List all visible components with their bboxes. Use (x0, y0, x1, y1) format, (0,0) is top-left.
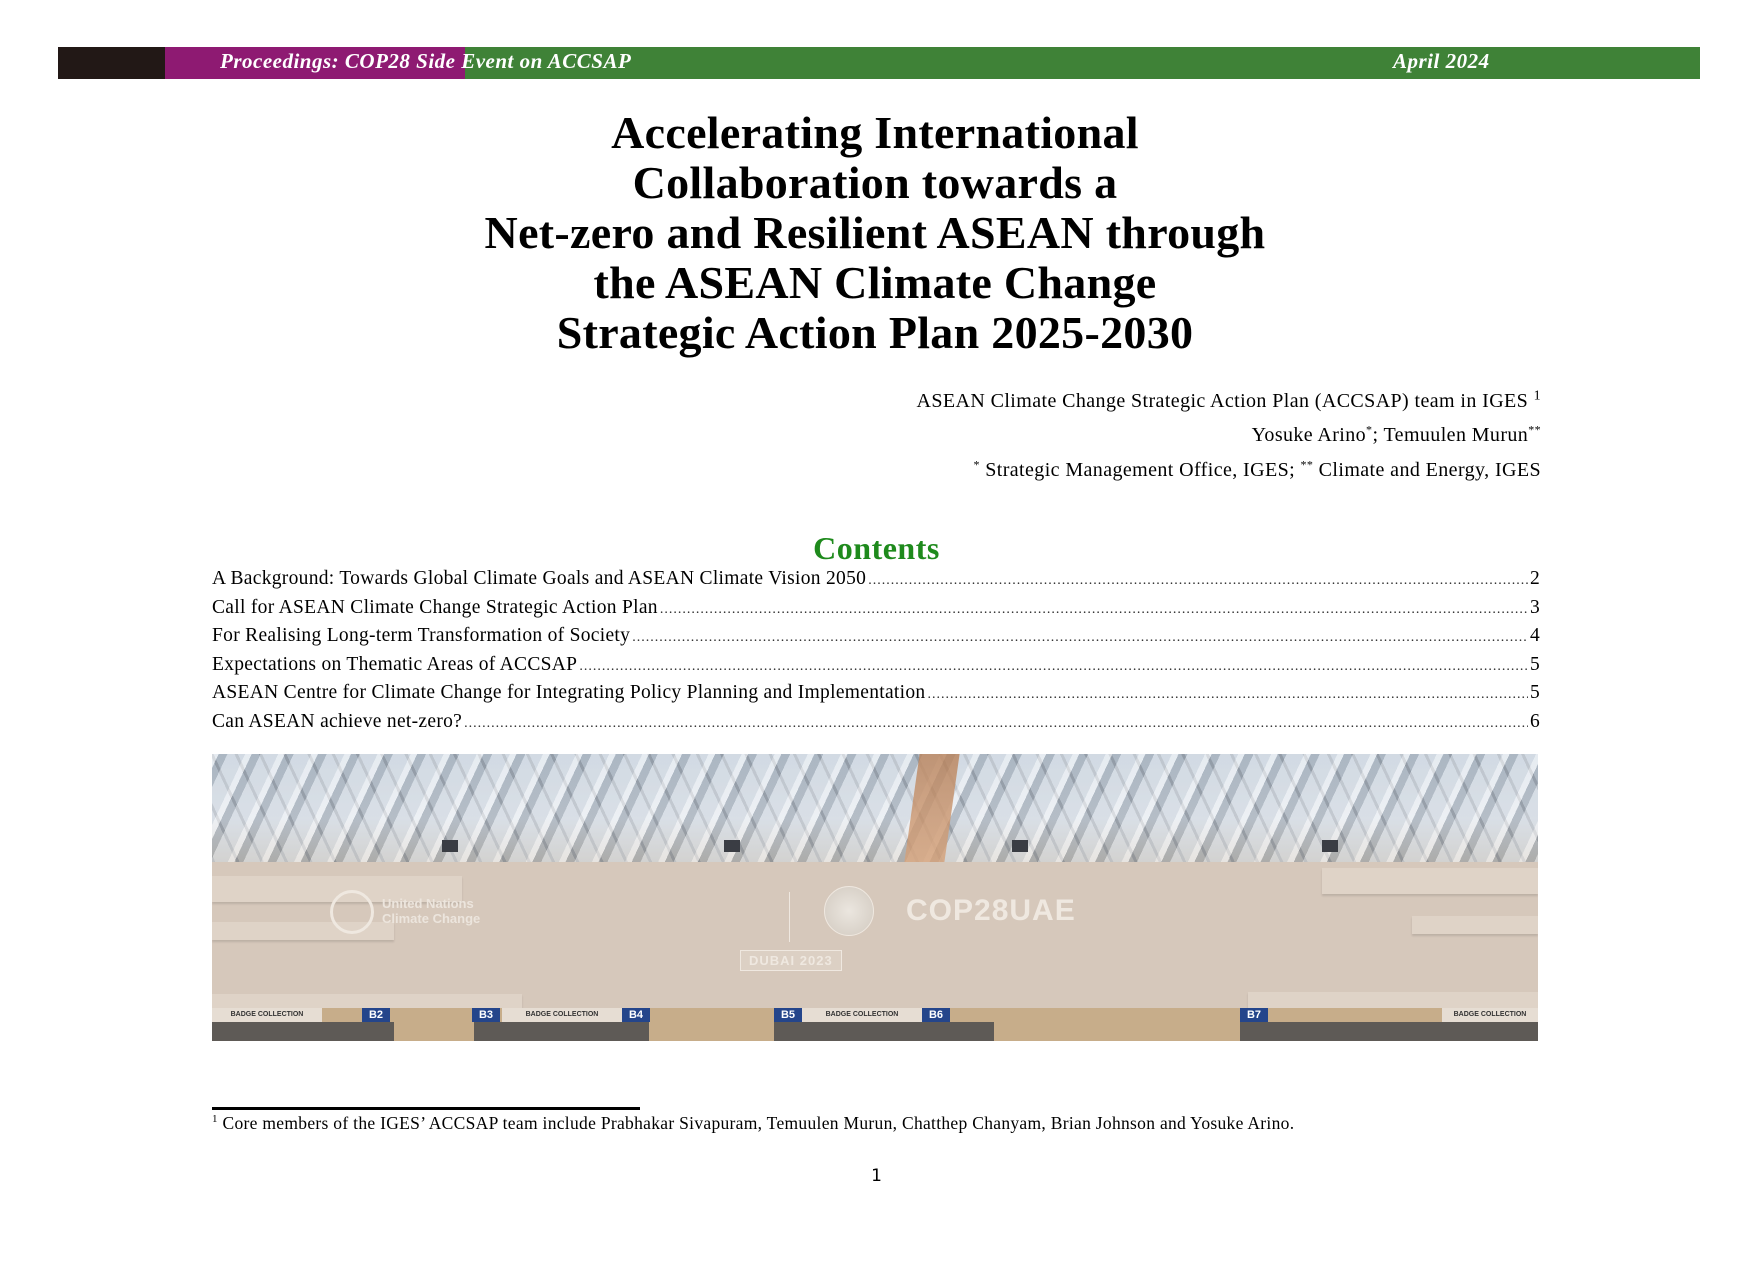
header-green-block (465, 47, 1700, 79)
affiliation-text: Strategic Management Office, IGES; (979, 459, 1301, 481)
counter-sign: BADGE COLLECTION (212, 1008, 322, 1022)
affiliation-text: Climate and Energy, IGES (1313, 459, 1541, 481)
sign-divider (789, 892, 790, 942)
unfccc-logo-icon (330, 890, 374, 934)
footnote-separator (212, 1107, 640, 1110)
wall-panel (1248, 992, 1538, 1008)
toc-entry[interactable] (212, 625, 1540, 654)
counter-window (212, 1022, 394, 1041)
title-line: Net-zero and Resilient ASEAN through (484, 207, 1266, 258)
author-name: Temuulen Murun (1383, 424, 1529, 446)
document-title (200, 108, 1550, 358)
footnote (212, 1114, 1542, 1133)
booth-label: B4 (622, 1008, 650, 1022)
counter-sign: BADGE COLLECTION (802, 1008, 922, 1022)
table-of-contents (212, 568, 1540, 739)
page-number: 1 (871, 1166, 882, 1186)
title-line: the ASEAN Climate Change (593, 257, 1157, 308)
spotlight-icon (1322, 840, 1338, 852)
author-separator: ; (1372, 424, 1384, 446)
author-name: Yosuke Arino (1251, 424, 1367, 446)
cop28-emblem-icon (824, 886, 874, 936)
spotlight-icon (442, 840, 458, 852)
affiliation-mark: * (1366, 422, 1373, 437)
wall-panel (1412, 916, 1538, 934)
cop28-uae-sign: COP28UAE (906, 894, 1076, 927)
affiliation-mark: ** (1300, 457, 1314, 472)
toc-entry-page: 3 (1529, 596, 1540, 618)
counter-window (474, 1022, 649, 1041)
running-header-title: Proceedings: COP28 Side Event on ACCSAP (220, 49, 632, 73)
running-header-date: April 2024 (1393, 49, 1490, 73)
affiliation-mark: * (973, 457, 980, 472)
toc-entry-title: Can ASEAN achieve net-zero? (212, 710, 463, 732)
booth-label: B3 (472, 1008, 500, 1022)
counter-sign: BADGE COLLECTION (1442, 1008, 1538, 1022)
title-line: Strategic Action Plan 2025-2030 (556, 307, 1194, 358)
booth-label: B6 (922, 1008, 950, 1022)
toc-entry-page: 6 (1529, 710, 1540, 732)
dubai-2023-sign: DUBAI 2023 (740, 950, 842, 971)
toc-leader-dots (927, 687, 1527, 703)
team-byline (917, 390, 1541, 413)
footnote-ref[interactable]: 1 (1533, 388, 1541, 404)
toc-entry-title: A Background: Towards Global Climate Goals and ASEAN Climate Vision 2050 (212, 568, 867, 589)
toc-entry-title: Expectations on Thematic Areas of ACCSAP (212, 653, 578, 675)
toc-entry-page: 5 (1529, 653, 1540, 675)
toc-entry-page: 5 (1529, 682, 1540, 703)
un-sign-line: Climate Change (382, 911, 481, 926)
header-black-block (58, 47, 165, 79)
cop28-venue-photo (212, 754, 1538, 1041)
toc-entry[interactable] (212, 654, 1540, 683)
booth-label: B5 (774, 1008, 802, 1022)
toc-entry-title: Call for ASEAN Climate Change Strategic Action Plan (212, 596, 658, 618)
counter-window (1240, 1022, 1538, 1041)
toc-leader-dots (579, 659, 1528, 675)
toc-leader-dots (660, 602, 1528, 618)
toc-entry[interactable] (212, 711, 1540, 740)
un-climate-change-sign (382, 896, 480, 926)
toc-entry-page: 2 (1529, 568, 1540, 589)
booth-label: B7 (1240, 1008, 1268, 1022)
wall-panel (212, 994, 522, 1008)
counter-sign: BADGE COLLECTION (502, 1008, 622, 1022)
badge-collection-counters (212, 1008, 1538, 1041)
toc-entry[interactable] (212, 682, 1540, 711)
title-line: Collaboration towards a (632, 157, 1118, 208)
un-sign-line: United Nations (382, 896, 474, 911)
toc-entry[interactable] (212, 568, 1540, 597)
affiliations-line (973, 459, 1541, 482)
booth-label: B2 (362, 1008, 390, 1022)
venue-roof-structure (212, 754, 1538, 862)
contents-heading: Contents (813, 530, 940, 566)
affiliation-mark: ** (1528, 422, 1541, 437)
title-line: Accelerating International (611, 107, 1139, 158)
spotlight-icon (724, 840, 740, 852)
spotlight-icon (1012, 840, 1028, 852)
toc-entry-title: For Realising Long-term Transformation of Society (212, 625, 631, 646)
team-name: ASEAN Climate Change Strategic Action Plan (ACCSAP) team in IGES (916, 390, 1529, 412)
toc-entry[interactable] (212, 597, 1540, 626)
footnote-text: Core members of the IGES’ ACCSAP team include Prabhakar Sivapuram, Temuulen Murun, Chatthep Chanyam, Brian Johnson and Yosuke Arino. (217, 1113, 1295, 1133)
toc-entry-page: 4 (1529, 625, 1540, 646)
toc-leader-dots (868, 573, 1528, 589)
toc-leader-dots (464, 716, 1528, 732)
toc-entry-title: ASEAN Centre for Climate Change for Integrating Policy Planning and Implementation (212, 682, 926, 703)
wall-panel (1322, 868, 1538, 894)
counter-window (774, 1022, 994, 1041)
footnote-number: 1 (212, 1113, 218, 1126)
authors-line (1252, 424, 1541, 447)
toc-leader-dots (632, 630, 1528, 646)
